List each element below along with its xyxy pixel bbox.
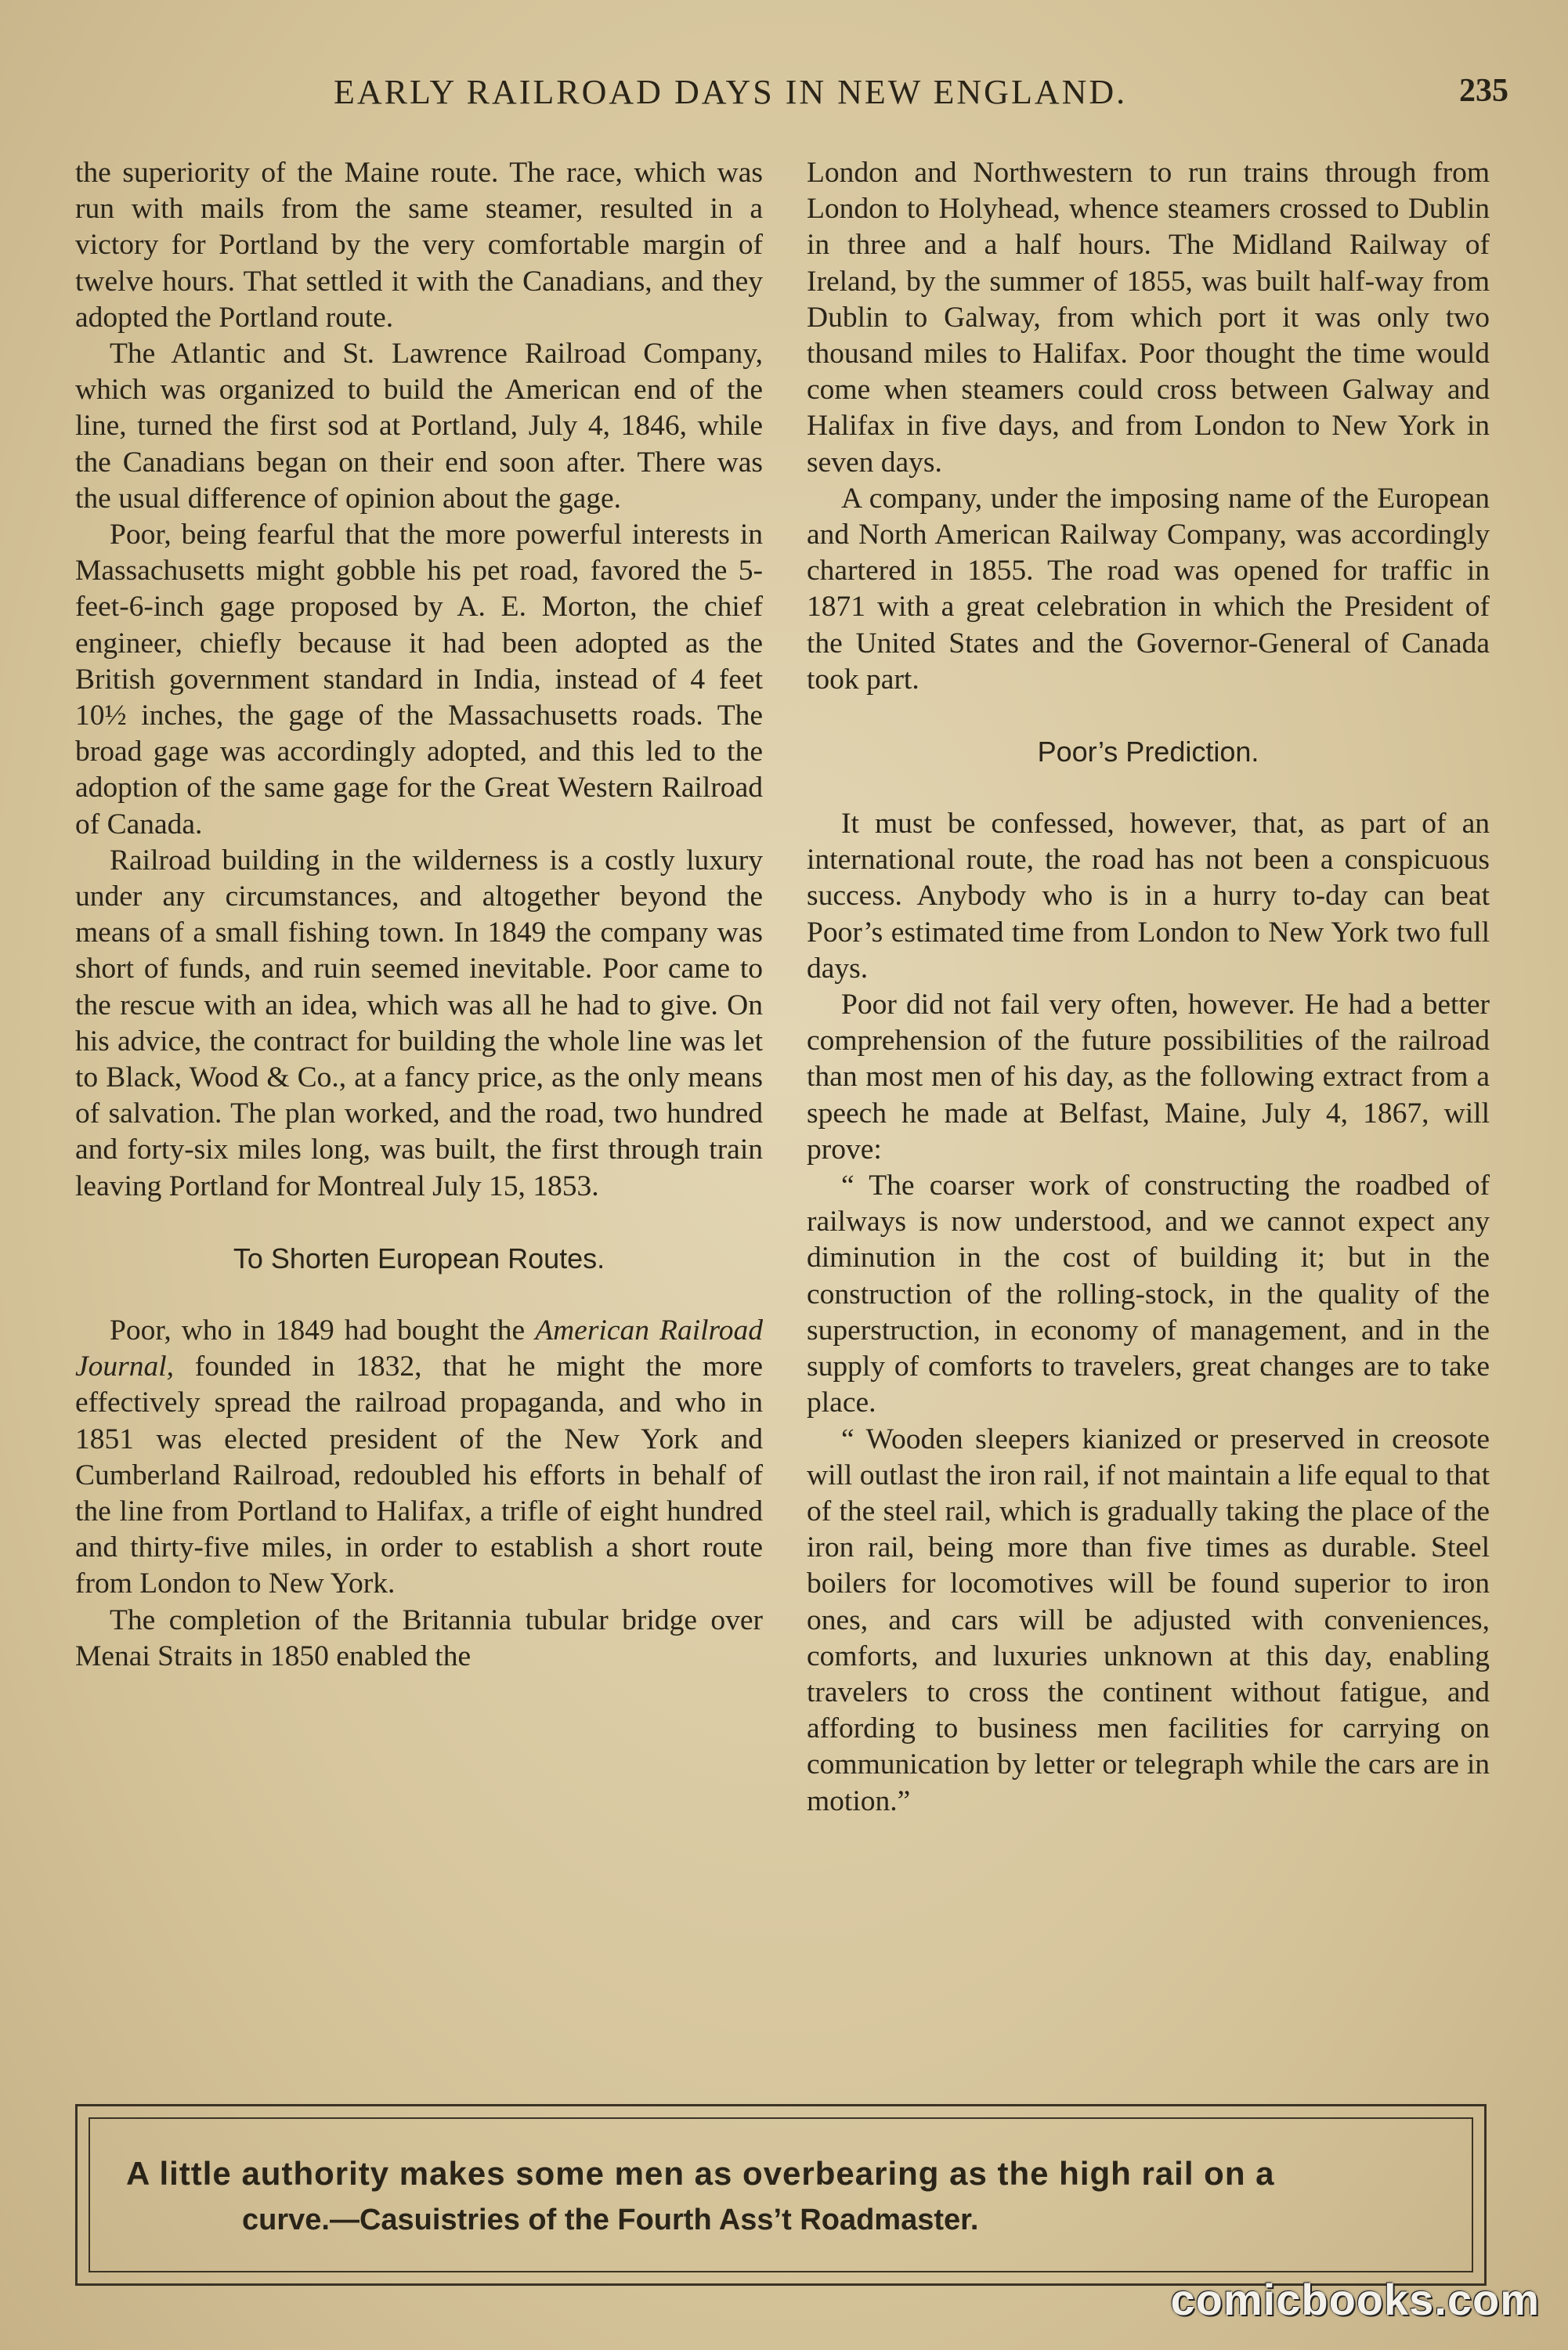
paragraph: London and Northwestern to run trains through from London to Holyhead, whence steamers crossed to Dublin in three and a half hours. The Midland Railway of Ireland, by the summer of 1855, was built half-way from Dublin to Galway, from which port it was only two thousand miles to Halifax. Poor thought the time would come when steamers could cross between Galway and Halifax in five days, and from London to New York in seven days. [807,157,1490,479]
epigram-line-2: curve.—Casuistries of the Fourth Ass’t Roadmaster. [242,2204,979,2236]
section-heading: Poor’s Prediction. [1037,736,1259,768]
paragraph: Railroad building in the wilderness is a costly luxury under any circumstances, and altogether beyond the means of a small fishing town. In 1849 the company was short of funds, and ruin seemed inevitable. Poor came to the rescue with an idea, which was all he had to give. On his advice, the contract for building the whole line was let to Black, Wood & Co., at a fancy price, as the only means of salvation. The plan worked, and the road, two hundred and forty-six miles long, was built, the first through train leaving Portland for Montreal July 15, 1853. [75,844,763,1202]
paragraph: The completion of the Britannia tubular bridge over Menai Straits in 1850 enabled the [75,1603,763,1672]
page-number: 235 [1459,73,1508,109]
epigram-box [75,2104,1487,2286]
paragraph: A company, under the imposing name of the European and North American Railway Company, was accordingly chartered in 1855. The road was opened for traffic in 1871 with a great celebration in which the President of the United States and the Governor-General of Canada took part. [807,482,1490,696]
paragraph: Poor, being fearful that the more powerful interests in Massachusetts might gobble his pet road, favored the 5-feet-6-inch gage proposed by A. E. Morton, the chief engineer, chiefly because it had been adopted as the British government standard in India, instead of 4 feet 10½ inches, the gage of the Massachusetts roads. The broad gage was accordingly adopted, and this led to the adoption of the same gage for the Great Western Railroad of Canada. [75,519,763,841]
paragraph-text: founded in 1832, that he might the more effectively spread the railroad propaganda, and who in 1851 was elected president of the New York and Cumberland Railroad, redoubled his efforts in behalf of the line from Portland to Halifax, a trifle of eight hundred and thirty-five miles, in order to establish a short route from London to New York. [75,1350,763,1600]
paragraph: The Atlantic and St. Lawrence Railroad Company, which was organized to build the American end of the line, turned the first sod at Portland, July 4, 1846, while the Canadians began on their end soon after. There was the usual difference of opinion about the gage. [75,338,763,515]
section-heading: To Shorten European Routes. [233,1242,605,1274]
watermark-logo: comicbooks.com [1170,2275,1540,2324]
right-column [807,155,1490,1820]
paragraph-text: Poor, who in 1849 had bought the [110,1314,536,1347]
paragraph: It must be confessed, however, that, as part of an international route, the road has not been a conspicuous success. Anybody who is in a hurry to-day can beat Poor’s estimated time from London to New York two full days. [807,808,1490,985]
left-column [75,155,763,1675]
running-title: EARLY RAILROAD DAYS IN NEW ENGLAND. [334,73,1128,111]
epigram-inner-border [89,2117,1473,2272]
epigram-line-1: A little authority makes some men as overbearing as the high rail on a [126,2155,1275,2192]
running-header [75,72,1508,119]
paragraph: Poor did not fail very often, however. He had a better comprehension of the future possibilities of the railroad than most men of his day, as the following extract from a speech he made at Belfast, Maine, July 4, 1867, will prove: [807,989,1490,1166]
quote-paragraph: “ Wooden sleepers kianized or preserved in creosote will outlast the iron rail, if not maintain a life equal to that of the steel rail, which is gradually taking the place of the iron rail, being more than five times as durable. Steel boilers for locomotives will be found superior to iron ones, and cars will be adjusted with conveniences, comforts, and luxuries unknown at this day, enabling travelers to cross the continent without fatigue, and affording to business men facilities for carrying on communication by letter or telegraph while the cars are in motion.” [807,1423,1490,1817]
journal-title: American Railroad Journal, [75,1314,764,1383]
quote-paragraph: “ The coarser work of constructing the roadbed of railways is now understood, and we cannot expect any diminution in the cost of building it; but in the construction of the rolling-stock, in the quality of the superstruction, in economy of management, and in the supply of comforts to travelers, great changes are to take place. [807,1170,1490,1419]
paragraph: the superiority of the Maine route. The race, which was run with mails from the same steamer, resulted in a victory for Portland by the very comfortable margin of twelve hours. That settled it with the Canadians, and they adopted the Portland route. [75,157,763,334]
paragraph [75,1313,763,1603]
